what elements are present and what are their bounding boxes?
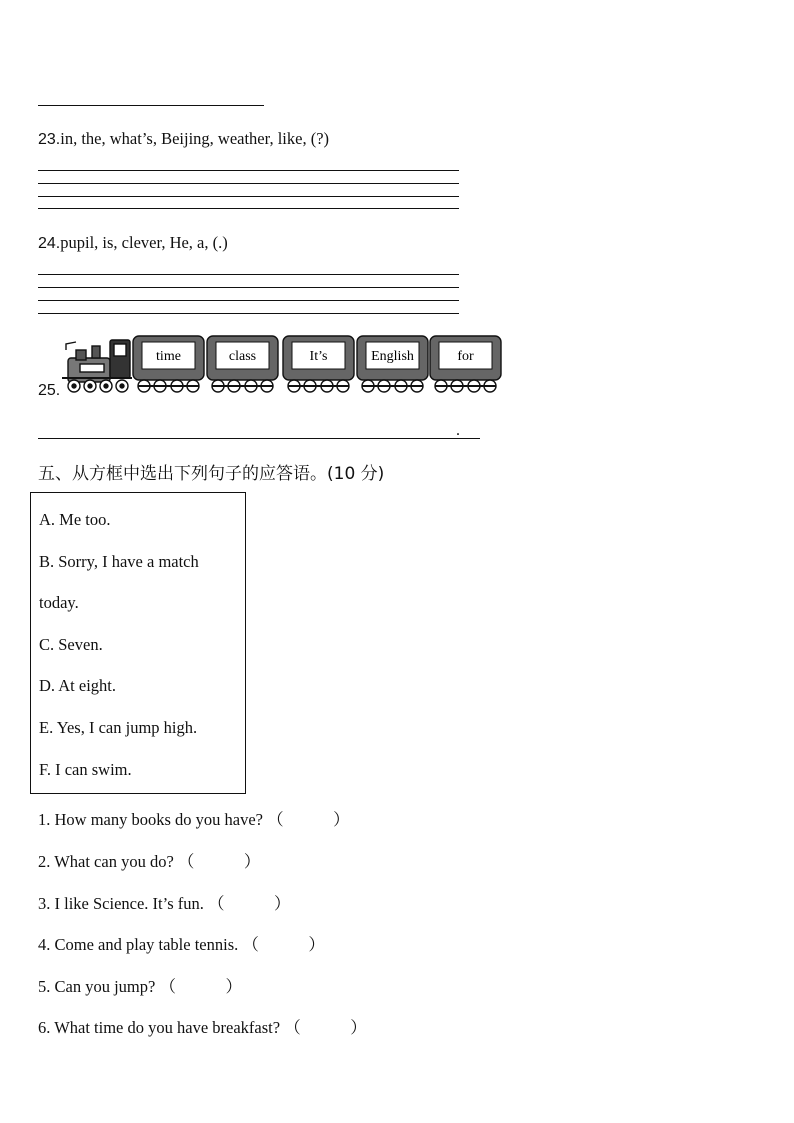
question-text: pupil, is, clever, He, a, (.): [60, 233, 228, 252]
answer-blank[interactable]: （ ）: [267, 810, 350, 829]
option-e: E. Yes, I can jump high.: [39, 718, 198, 737]
section-title: 五、从方框中选出下列句子的应答语。(10 分): [38, 464, 385, 484]
wagon-3: [283, 336, 354, 392]
writing-line: [38, 208, 459, 209]
item-text: 1. How many books do you have?: [38, 810, 264, 829]
answer-blank[interactable]: （ ）: [177, 852, 261, 871]
item-text: 5. Can you jump?: [38, 977, 156, 996]
item-text: 2. What can you do?: [38, 852, 174, 871]
wagon-5: [430, 336, 501, 392]
item-6: [38, 1014, 367, 1038]
train-word: time: [156, 349, 181, 364]
locomotive-icon: [62, 340, 132, 392]
train-word: English: [371, 349, 414, 364]
wagon-2: [207, 336, 278, 392]
option-d: D. At eight.: [39, 676, 116, 695]
item-text: 3. I like Science. It’s fun.: [38, 894, 204, 913]
train-illustration: [62, 332, 504, 398]
answer-blank[interactable]: （ ）: [284, 1018, 367, 1037]
answer-line-22: [38, 105, 264, 106]
question-number: 23.: [38, 131, 61, 148]
train-word: class: [228, 349, 257, 364]
item-text: 4. Come and play table tennis.: [38, 935, 239, 954]
item-1: [38, 806, 350, 830]
writing-line: [38, 300, 459, 301]
answer-line-25: [38, 438, 480, 439]
wagon-1: [133, 336, 204, 392]
question-25-number: [38, 380, 60, 400]
option-f: F. I can swim.: [39, 760, 132, 779]
option-b-continued: today.: [39, 593, 79, 612]
question-number: 25.: [38, 382, 61, 399]
answer-blank[interactable]: （ ）: [208, 894, 291, 913]
writing-line: [38, 274, 459, 275]
question-number: 24.: [38, 235, 61, 252]
question-24: [38, 233, 228, 253]
option-b: B. Sorry, I have a match: [39, 552, 199, 571]
item-3: [38, 890, 291, 914]
option-a: A. Me too.: [39, 510, 111, 529]
answer-blank[interactable]: （ ）: [242, 935, 325, 954]
writing-line: [38, 183, 459, 184]
options-box: [30, 492, 246, 794]
sentence-end-mark: .: [456, 422, 460, 439]
writing-line: [38, 313, 459, 314]
question-23: [38, 129, 329, 149]
item-2: [38, 848, 260, 872]
writing-line: [38, 170, 459, 171]
option-c: C. Seven.: [39, 635, 103, 654]
wagon-4: [357, 336, 428, 392]
item-5: [38, 973, 242, 997]
item-4: [38, 931, 325, 955]
train-word: for: [457, 349, 474, 364]
question-text: in, the, what’s, Beijing, weather, like, (?): [60, 129, 330, 148]
item-text: 6. What time do you have breakfast?: [38, 1018, 281, 1037]
writing-line: [38, 287, 459, 288]
answer-blank[interactable]: （ ）: [159, 977, 242, 996]
writing-line: [38, 196, 459, 197]
train-word: It’s: [309, 349, 328, 364]
